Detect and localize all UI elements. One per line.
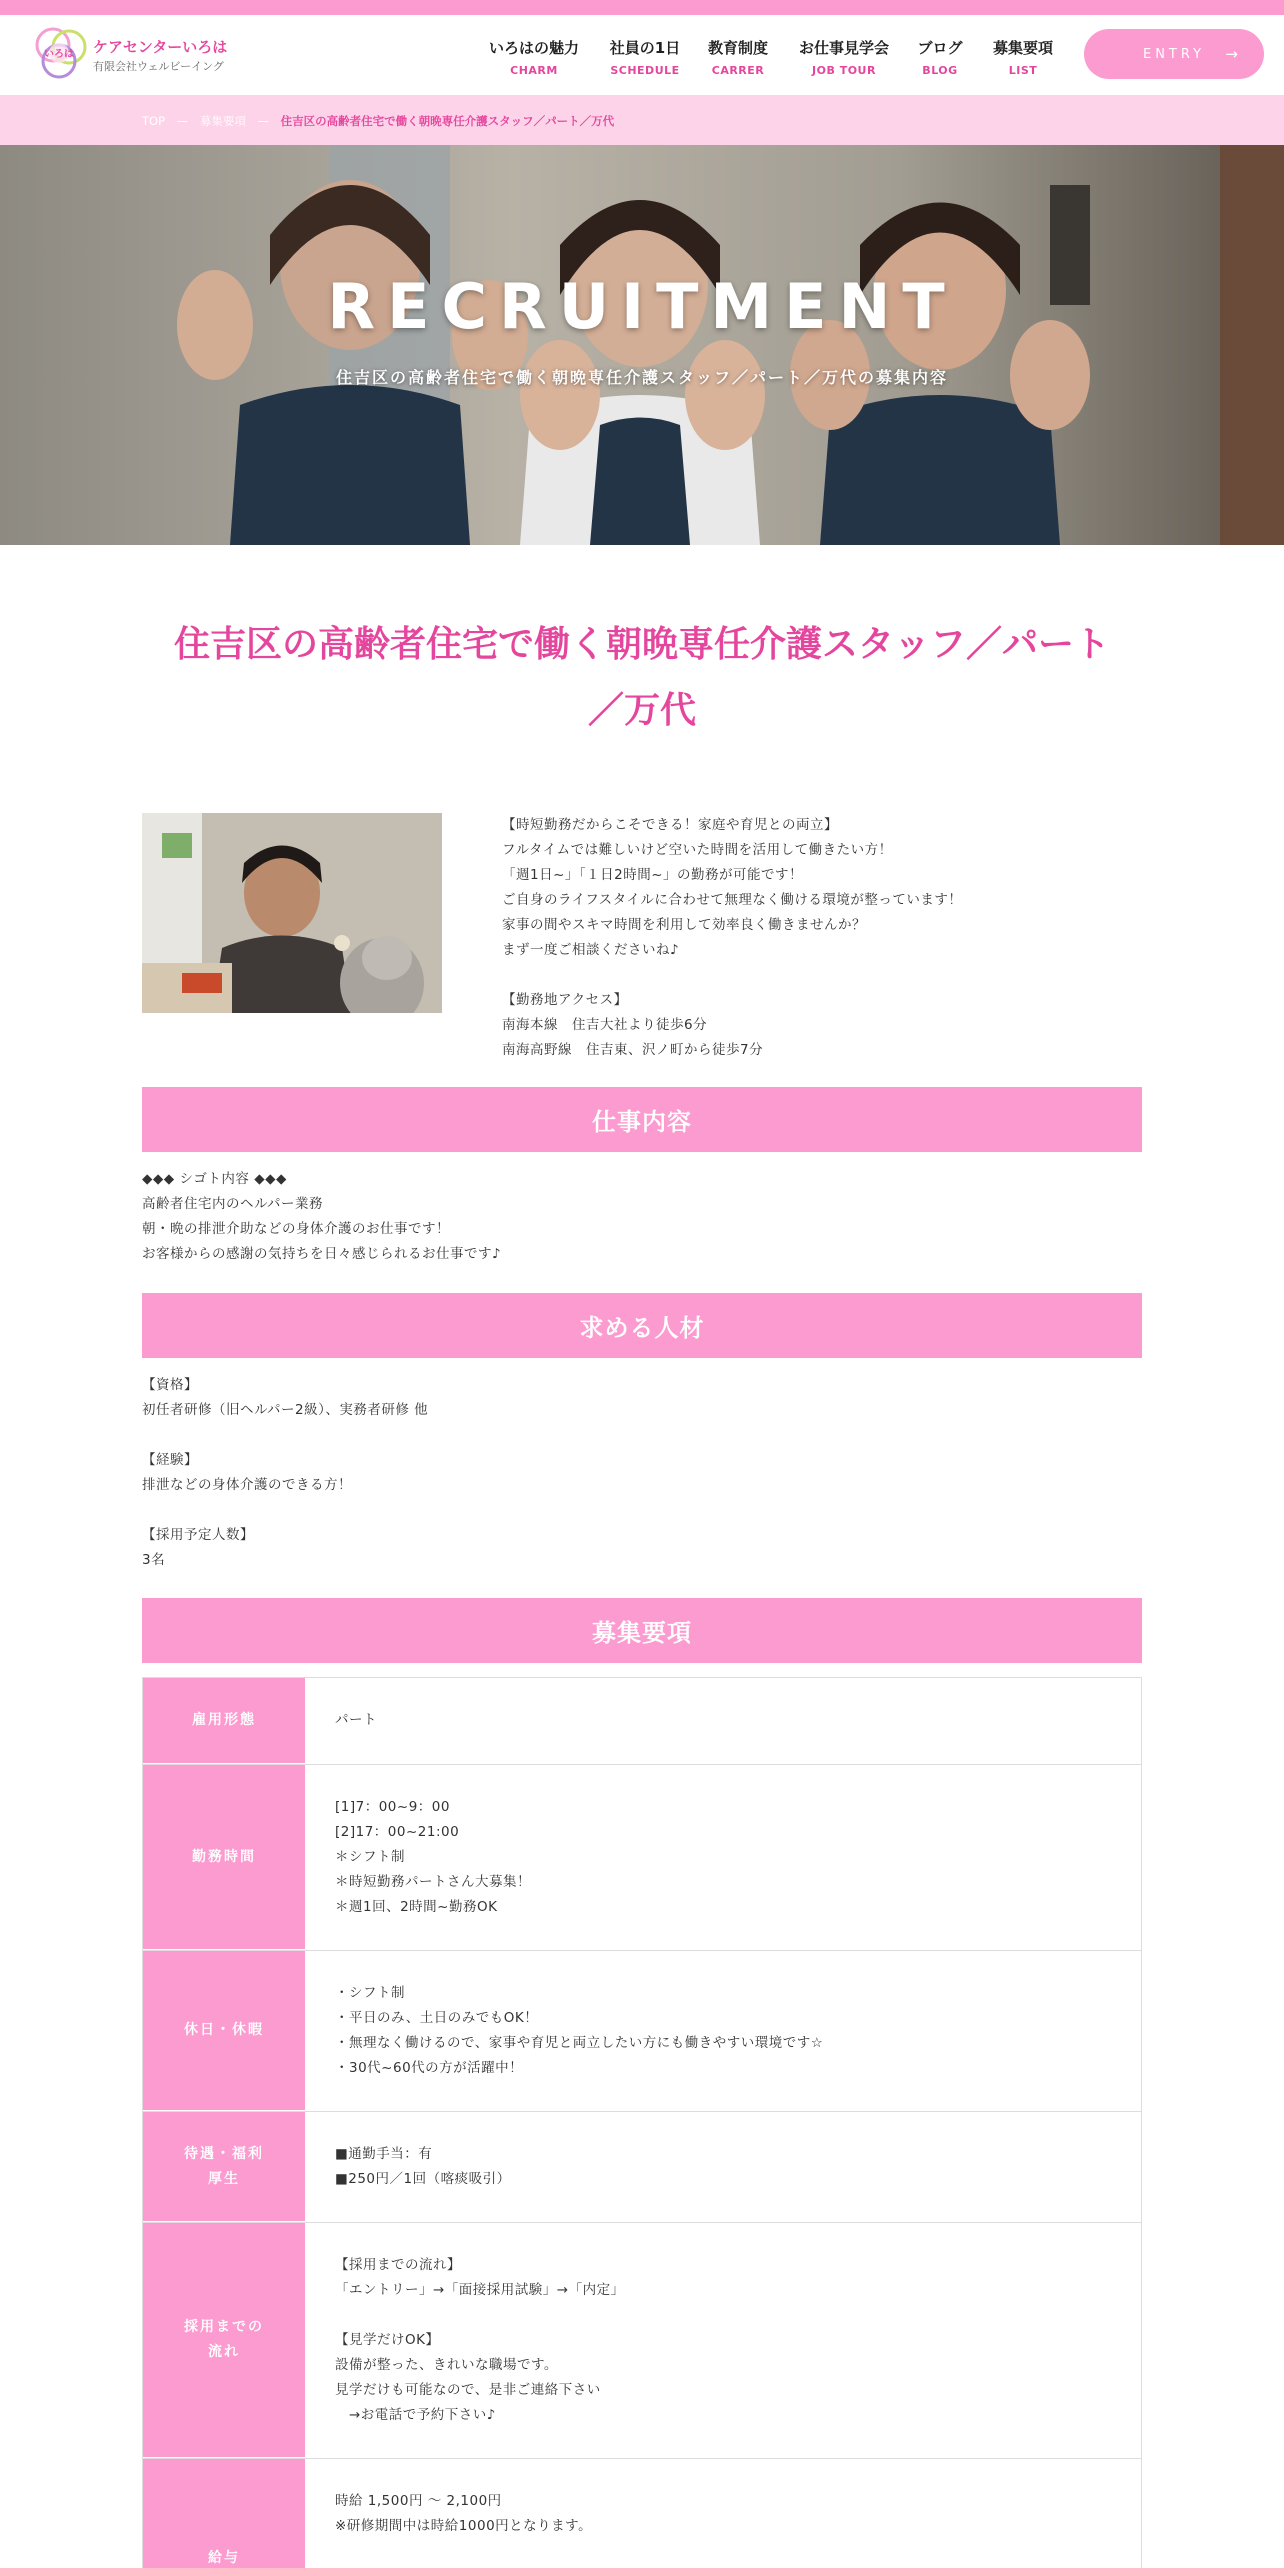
nav-sublabel: BLOG	[922, 64, 958, 77]
breadcrumb-current: 住吉区の高齢者住宅で働く朝晩専任介護スタッフ／パート／万代	[280, 114, 615, 128]
table-row	[143, 2223, 1141, 2459]
row-label: 給与	[143, 2459, 305, 2568]
hero-banner	[0, 145, 1284, 545]
table-row	[143, 1951, 1141, 2112]
table-row	[143, 2112, 1141, 2223]
logo-mark-text: いろは	[44, 49, 74, 60]
hero-title: RECRUITMENT	[327, 270, 957, 343]
nav-label: 募集要項	[992, 39, 1054, 57]
table-row	[143, 1765, 1141, 1951]
row-value: [1]7：00~9：00 [2]17：00~21:00 ＊シフト制 ＊時短勤務パートさん大募集！ ＊週1回、2時間~勤務OK	[335, 1799, 531, 1915]
nav-sublabel: CHARM	[510, 64, 558, 77]
nav-label: 社員の1日	[609, 39, 681, 57]
nav-item-career[interactable]	[708, 37, 768, 77]
section-body-talent: 【資格】 初任者研修（旧ヘルパー2級）、実務者研修 他 【経験】 排泄などの身体介護のできる方！ 【採用予定人数】 3名	[142, 1377, 429, 1568]
caregiver-photo	[142, 813, 442, 1013]
site-header	[0, 15, 1284, 95]
nav-label: いろはの魅力	[488, 39, 580, 57]
arrow-right-icon: →	[1225, 45, 1238, 63]
top-color-strip	[0, 0, 1284, 15]
row-value: パート	[335, 1712, 377, 1728]
nav-item-list[interactable]	[993, 37, 1053, 77]
hero-subtitle: 住吉区の高齢者住宅で働く朝晩専任介護スタッフ／パート／万代の募集内容	[335, 368, 948, 387]
row-label: 休日・休暇	[143, 1951, 305, 2111]
breadcrumb-list-link[interactable]: 募集要項	[199, 114, 246, 128]
row-label: 勤務時間	[143, 1765, 305, 1950]
nav-item-charm[interactable]	[489, 37, 579, 77]
row-label: 採用までの 流れ	[143, 2223, 305, 2458]
breadcrumb-top-link[interactable]: TOP	[142, 114, 166, 128]
nav-sublabel: CARRER	[711, 64, 765, 77]
nav-item-schedule[interactable]	[610, 37, 680, 77]
nav-item-job-tour[interactable]	[799, 37, 889, 77]
site-logo[interactable]	[31, 23, 231, 85]
nav-label: ブログ	[917, 39, 963, 57]
nav-sublabel: LIST	[1008, 64, 1038, 77]
nav-label: お仕事見学会	[798, 39, 890, 57]
logo-flower-icon	[31, 23, 91, 85]
section-heading-job: 仕事内容	[142, 1087, 1142, 1152]
nav-sublabel: JOB TOUR	[812, 64, 876, 77]
section-body-job: ◆◆◆ シゴト内容 ◆◆◆ 高齢者住宅内のヘルパー業務 朝・晩の排泄介助などの身体介護のお仕事です！ お客様からの感謝の気持ちを日々感じられるお仕事です♪	[142, 1171, 502, 1262]
breadcrumb	[0, 95, 1284, 145]
entry-button[interactable]	[1084, 29, 1264, 79]
hero-staff-photo	[0, 145, 1284, 545]
table-row	[143, 2459, 1141, 2568]
row-value: 【採用までの流れ】 「エントリー」→「面接採用試験」→「内定」 【見学だけOK】 設備が整った、きれいな職場です。 見学だけも可能なので、是非ご連絡下さい →お電話で予約下さい♪	[335, 2257, 625, 2423]
intro-photo	[142, 813, 442, 1013]
breadcrumb-separator: —	[257, 114, 269, 128]
breadcrumb-separator: —	[176, 114, 189, 128]
row-value: ・シフト制 ・平日のみ、土日のみでもOK！ ・無理なく働けるので、家事や育児と両立したい方にも働きやすい環境です☆ ・30代~60代の方が活躍中！	[335, 1985, 824, 2076]
nav-sublabel: SCHEDULE	[610, 64, 680, 77]
row-label: 待遇・福利 厚生	[143, 2112, 305, 2222]
row-label: 雇用形態	[143, 1678, 305, 1764]
entry-label: ENTRY	[1142, 46, 1206, 62]
logo-company: 有限会社ウェルビーイング	[93, 60, 224, 73]
page-title: 住吉区の高齢者住宅で働く朝晩専任介護スタッフ／パート ／万代	[173, 624, 1110, 731]
logo-name: ケアセンターいろは	[93, 38, 228, 56]
section-heading-requirements: 募集要項	[142, 1598, 1142, 1663]
requirements-table	[142, 1677, 1142, 2568]
intro-text: 【時短勤務だからこそできる！家庭や育児との両立】 フルタイムでは難しいけど空いた時間を活用して働きたい方！ 「週1日~」「１日2時間~」の勤務が可能です！ ご自身のライフスタイルに合わせて無理なく働ける環境が整っています！ 家事の間やスキマ時間を利用して効率良く働きませんか？ まず一度ご相談くださいね♪ 【勤務地アクセス】 南海本線 住吉大社より徒歩6分 南海高野線 住吉東、沢ノ町から徒歩7分	[502, 817, 963, 1058]
table-row	[143, 1678, 1141, 1765]
row-value: ■通勤手当：有 ■250円／1回（喀痰吸引）	[335, 2146, 511, 2187]
section-heading-talent: 求める人材	[142, 1293, 1142, 1358]
row-value: 時給 1,500円 ～ 2,100円 ※研修期間中は時給1000円となります。	[335, 2493, 593, 2534]
nav-item-blog[interactable]	[917, 37, 962, 77]
nav-label: 教育制度	[707, 39, 769, 57]
